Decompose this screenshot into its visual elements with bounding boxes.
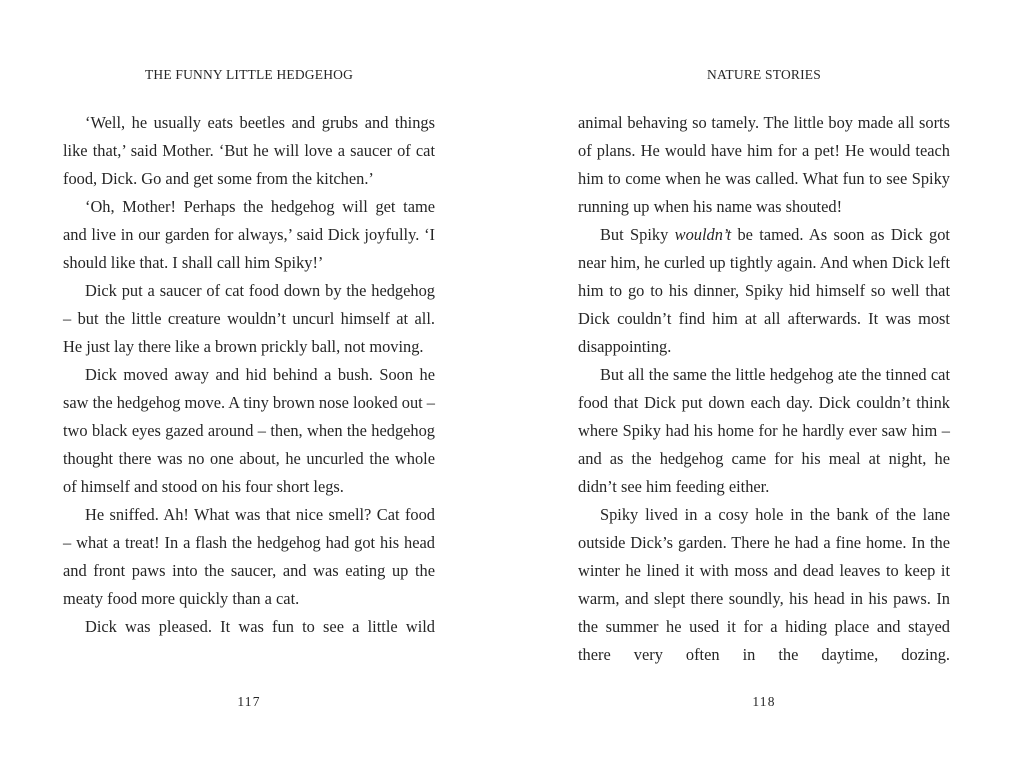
emphasis-text: wouldn’t bbox=[674, 225, 732, 244]
paragraph: ‘Oh, Mother! Perhaps the hedgehog will get tame and live in our garden for always,’ said Dick joyfully. ‘I should like that. I shall call him Spiky!’ bbox=[63, 197, 435, 272]
left-page-body bbox=[63, 109, 435, 641]
paragraph: ‘Well, he usually eats beetles and grubs and things like that,’ said Mother. ‘But he will love a saucer of cat food, Dick. Go and get some from the kitchen.’ bbox=[63, 113, 435, 188]
paragraph: He sniffed. Ah! What was that nice smell? Cat food – what a treat! In a flash the hedgehog had got his head and front paws into the saucer, and was eating up the meaty food more quickly than a cat. bbox=[63, 505, 435, 608]
paragraph-continuation: animal behaving so tamely. The little boy made all sorts of plans. He would have him for a pet! He would teach him to come when he was called. What fun to see Spiky running up when his name was shouted! bbox=[578, 113, 950, 216]
paragraph: Spiky lived in a cosy hole in the bank of the lane outside Dick’s garden. There he had a fine home. In the winter he lined it with moss and dead leaves to keep it warm, and slept there soundly, his head in his paws. In the summer he used it for a hiding place and stayed there very often in the daytime, dozing. bbox=[578, 505, 950, 664]
page-number-left: 117 bbox=[237, 694, 261, 709]
running-head-left: THE FUNNY LITTLE HEDGEHOG bbox=[144, 67, 354, 82]
right-page-body bbox=[578, 109, 950, 669]
running-head-right: NATURE STORIES bbox=[707, 67, 821, 82]
page-number-right: 118 bbox=[752, 694, 776, 709]
right-page bbox=[578, 0, 950, 783]
paragraph bbox=[578, 221, 950, 361]
paragraph: Dick put a saucer of cat food down by the hedgehog – but the little creature wouldn’t uncurl himself at all. He just lay there like a brown prickly ball, not moving. bbox=[63, 281, 435, 356]
paragraph: But all the same the little hedgehog ate the tinned cat food that Dick put down each day. Dick couldn’t think where Spiky had his home for he hardly ever saw him – and as the hedgehog came for his meal at night, he didn’t see him feeding either. bbox=[578, 365, 950, 496]
left-page bbox=[63, 0, 435, 783]
paragraph-continued: Dick was pleased. It was fun to see a little wild bbox=[85, 617, 435, 636]
paragraph: Dick moved away and hid behind a bush. Soon he saw the hedgehog move. A tiny brown nose looked out – two black eyes gazed around – then, when the hedgehog thought there was no one about, he uncurled the whole of himself and stood on his four short legs. bbox=[63, 365, 435, 496]
paragraph-text: But Spiky bbox=[600, 225, 675, 244]
paragraph-text: be tamed. As soon as Dick got near him, he curled up tightly again. And when Dick left him to go to his dinner, Spiky hid himself so well that Dick couldn’t find him at all afterwards. It was most disappointing. bbox=[578, 225, 950, 356]
